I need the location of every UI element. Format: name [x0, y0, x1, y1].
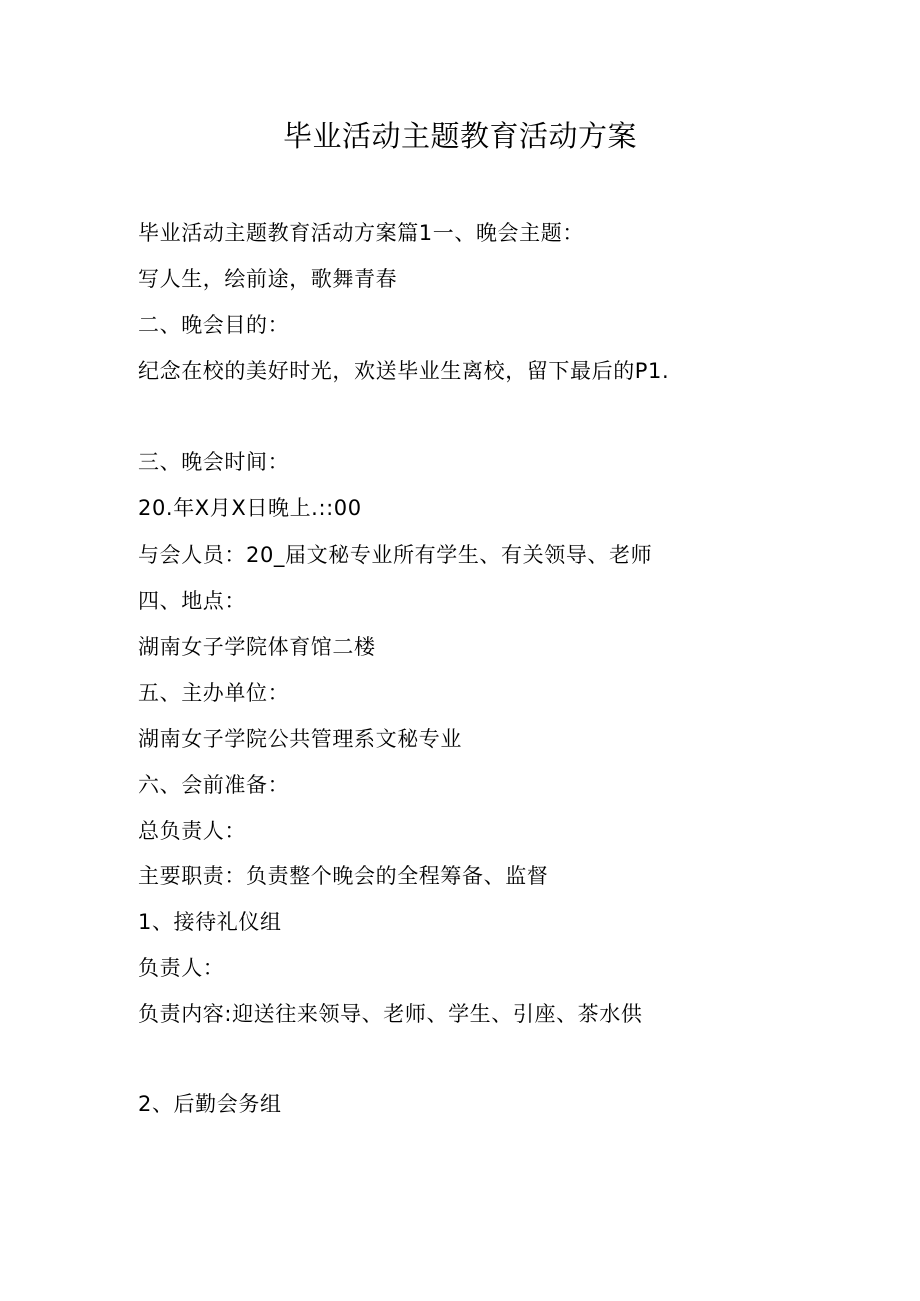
text-line: 主要职责：负责整个晚会的全程筹备、监督 — [138, 864, 549, 888]
text-line: 负责人： — [138, 956, 225, 980]
text-line: 湖南女子学院体育馆二楼 — [138, 635, 376, 659]
text-line: 二、晚会目的： — [138, 313, 290, 337]
text-line: 三、晚会时间： — [138, 450, 290, 474]
text-line: 六、会前准备： — [138, 773, 290, 797]
text-line: 1、接待礼仪组 — [138, 910, 282, 934]
text-line: 2、后勤会务组 — [138, 1092, 282, 1116]
text-line: 20.年X月X日晚上.::00 — [138, 496, 362, 520]
text-line: 纪念在校的美好时光，欢送毕业生离校，留下最后的P1. — [138, 359, 670, 383]
text-line: 写人生，绘前途，歌舞青春 — [138, 267, 398, 291]
text-line: 四、地点： — [138, 589, 246, 613]
text-line: 与会人员：20_届文秘专业所有学生、有关领导、老师 — [138, 543, 653, 567]
text-line: 五、主办单位： — [138, 681, 290, 705]
text-line: 负责内容:迎送往来领导、老师、学生、引座、茶水供 — [138, 1002, 643, 1026]
text-line: 湖南女子学院公共管理系文秘专业 — [138, 727, 462, 751]
document-title: 毕业活动主题教育活动方案 — [282, 119, 637, 153]
text-line: 总负责人： — [138, 819, 246, 843]
text-line: 毕业活动主题教育活动方案篇1一、晚会主题： — [138, 221, 584, 245]
